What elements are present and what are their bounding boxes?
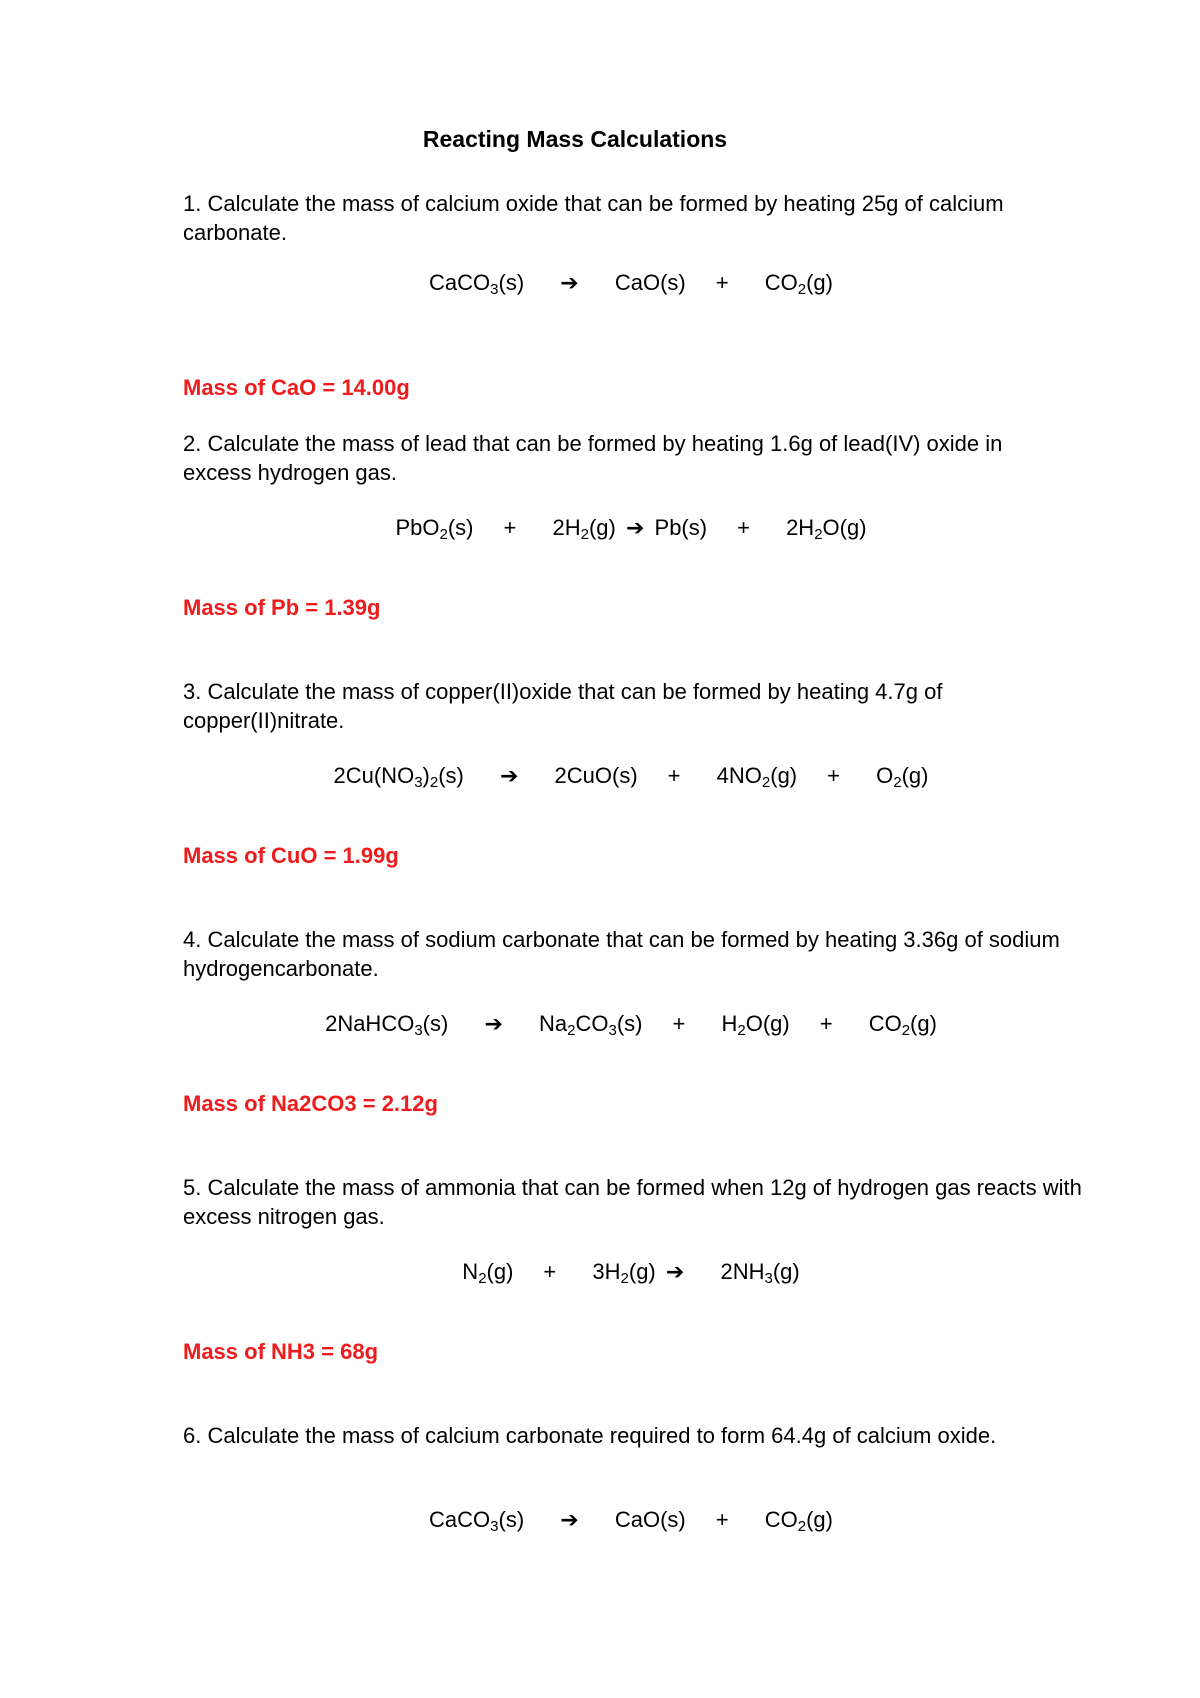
question-3-equation: $2Cu(NO_3)_2(s)$ ➔ $2CuO(s) + 4NO_2(g) + O_2(g)$ <box>333 763 929 791</box>
arrow-icon: ➔ <box>499 763 519 788</box>
question-4-equation: 2NaHCO$_3$(s) ➔ $Na_2CO_3(s) + H_2O(g) + CO_2(g)$ <box>325 1011 937 1039</box>
question-5-answer: Mass of NH3 = 68g <box>183 1339 379 1364</box>
question-1-answer: Mass of CaO = 14.00g <box>183 375 410 400</box>
question-4-answer: Mass of Na2CO3 = 2.12g <box>183 1091 438 1116</box>
question-4-text: 4. Calculate the mass of sodium carbonate that can be formed by heating 3.36g of sodium hydrogencarbonate. <box>183 927 1060 981</box>
question-1-equation: CaCO$_3$(s) ➔ $CaO(s) + CO_2(g)$ <box>429 270 833 298</box>
arrow-icon: ➔ <box>560 1507 579 1532</box>
page-title: Reacting Mass Calculations <box>422 126 728 152</box>
question-2-text: 2. Calculate the mass of lead that can be formed by heating 1.6g of lead(IV) oxide in excess hydrogen gas. <box>183 431 1003 485</box>
question-5-text: 5. Calculate the mass of ammonia that can be formed when 12g of hydrogen gas reacts with excess nitrogen gas. <box>183 1175 1082 1229</box>
arrow-icon: ➔ <box>625 515 645 540</box>
arrow-icon: ➔ <box>484 1011 503 1036</box>
question-6-equation: CaCO$_3$(s) ➔ $CaO(s) + CO_2(g)$ <box>429 1507 833 1535</box>
question-2-answer: Mass of Pb = 1.39g <box>183 595 381 620</box>
question-6-text: 6. Calculate the mass of calcium carbonate required to form 64.4g of calcium oxide. <box>183 1423 997 1448</box>
question-1-text: 1. Calculate the mass of calcium oxide that can be formed by heating 25g of calcium carbonate. <box>183 191 1004 245</box>
arrow-icon: ➔ <box>665 1259 685 1284</box>
question-5-equation: $N_2(g) + 3H_2(g)$ ➔ $2NH_3(g)$ <box>462 1259 800 1287</box>
question-3-text: 3. Calculate the mass of copper(II)oxide that can be formed by heating 4.7g of copper(II)nitrate. <box>183 679 943 733</box>
question-3-answer: Mass of CuO = 1.99g <box>183 843 399 868</box>
arrow-icon: ➔ <box>560 270 579 295</box>
question-2-equation: $PbO_2(s) + 2H_2(g)$ ➔ $Pb(s) + 2H_2O(g)$ <box>395 515 867 543</box>
